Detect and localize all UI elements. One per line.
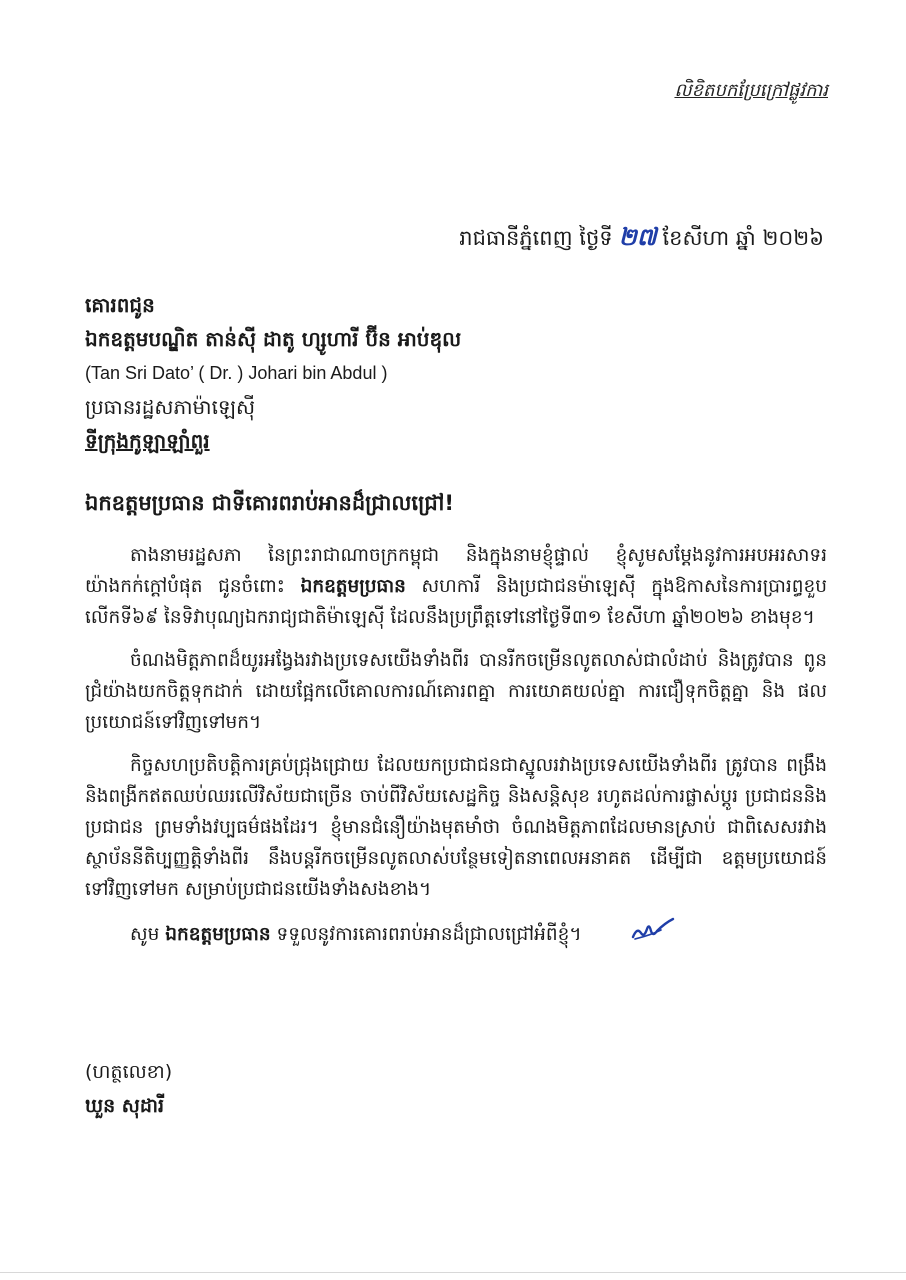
date-line: [459, 222, 824, 257]
paragraph-2: ចំណងមិត្តភាពដ៏យូរអង្វែងរវាងប្រទេសយើងទាំងពីរ បានរីកចម្រើនលូតលាស់ជាលំដាប់ និងត្រូវបាន ពូនជ្រំយ៉ាងយកចិត្តទុកដាក់ ដោយផ្អែកលើគោលការណ៍គោរពគ្នា ការយោគយល់គ្នា ការជឿទុកចិត្តគ្នា និង ផលប្រយោជន៍ទៅវិញទៅមក។: [85, 650, 827, 733]
to-label: គោរពជូន: [85, 293, 155, 317]
handwritten-initial-mark: [586, 917, 675, 953]
recipient-city: ទីក្រុងកូឡាឡាំពួរ: [85, 429, 210, 453]
closing-text-a: សូម: [130, 924, 166, 945]
recipient-name-khmer: ឯកឧត្តមបណ្ឌិត តាន់ស៊ី ដាតូ ហ្សូហារី ប៊ីន អាប់ឌុល: [85, 327, 462, 351]
closing-text-b: ទទួលនូវការគោរពរាប់អានដ៏ជ្រាលជ្រៅអំពីខ្ញុំ។: [270, 924, 582, 945]
unofficial-translation-note: លិខិតបកប្រែក្រៅផ្លូវការ: [674, 80, 828, 101]
salutation: ឯកឧត្តមប្រធាន ជាទីគោរពរាប់អានដ៏ជ្រាលជ្រៅ!: [85, 491, 454, 515]
recipient-name-english: (Tan Sri Dato’ ( Dr. ) Johari bin Abdul ): [85, 363, 388, 383]
paragraph-1: [85, 540, 827, 633]
signatory-name: ឃួន សុដារី: [85, 1095, 164, 1117]
recipient-title: ប្រធានរដ្ឋសភាម៉ាឡេស៊ី: [85, 395, 256, 419]
page-edge-line: [0, 1272, 906, 1273]
signature-block: [85, 1055, 172, 1123]
closing-paragraph: [85, 917, 827, 953]
date-suffix: ខែសីហា ឆ្នាំ ២០២៦: [662, 226, 824, 250]
addressee-block: [85, 288, 825, 458]
paragraph-1-bold: ឯកឧត្តមប្រធាន: [300, 576, 406, 597]
paragraph-3: កិច្ចសហប្រតិបត្តិការគ្រប់ជ្រុងជ្រោយ ដែលយកប្រជាជនជាស្នូលរវាងប្រទេសយើងទាំងពីរ ត្រូវបាន ពង្រឹង និងពង្រីកឥតឈប់ឈរលើវិស័យជាច្រើន ចាប់ពីវិស័យសេដ្ឋកិច្ច និងសន្តិសុខ រហូតដល់ការផ្លាស់ប្តូរ ប្រជាជននិងប្រជាជន ព្រមទាំងវប្បធម៌ផងដែរ។ ខ្ញុំមានជំនឿយ៉ាងមុតមាំថា ចំណងមិត្តភាពដែលមានស្រាប់ ជាពិសេសរវាងស្ថាប័ននីតិប្បញ្ញត្តិទាំងពីរ នឹងបន្តរីកចម្រើនលូតលាស់បន្ថែមទៀតនាពេលអនាគត ដើម្បីជា ឧត្តមប្រយោជន៍ទៅវិញទៅមក សម្រាប់ប្រជាជនយើងទាំងសងខាង។: [85, 755, 827, 900]
date-day-handwritten: ២៧: [618, 223, 657, 251]
signature-note: (ហត្ថលេខា): [85, 1061, 173, 1083]
date-prefix: រាជធានីភ្នំពេញ ថ្ងៃទី: [459, 226, 613, 250]
paragraph-1-text-b: សហការី និងប្រជាជនម៉ាឡេស៊ី ក្នុងឱកាសនៃការប្រារព្ធខួប លើកទី៦៩ នៃទិវាបុណ្យឯករាជ្យជាតិម៉ាឡេស៊ី ដែលនឹងប្រព្រឹត្តទៅនៅថ្ងៃទី៣១ ខែសីហា ឆ្នាំ២០២៦ ខាងមុខ។: [85, 576, 827, 628]
letter-body: [85, 540, 827, 965]
paragraph-1-text-a: តាងនាមរដ្ឋសភា នៃព្រះរាជាណាចក្រកម្ពុជា និងក្នុងនាមខ្ញុំផ្ទាល់ ខ្ញុំសូមសម្តែងនូវការអបអរសាទរ យ៉ាងកក់ក្តៅបំផុត ជូនចំពោះ: [85, 545, 827, 597]
closing-bold: ឯកឧត្តមប្រធាន: [165, 924, 271, 945]
